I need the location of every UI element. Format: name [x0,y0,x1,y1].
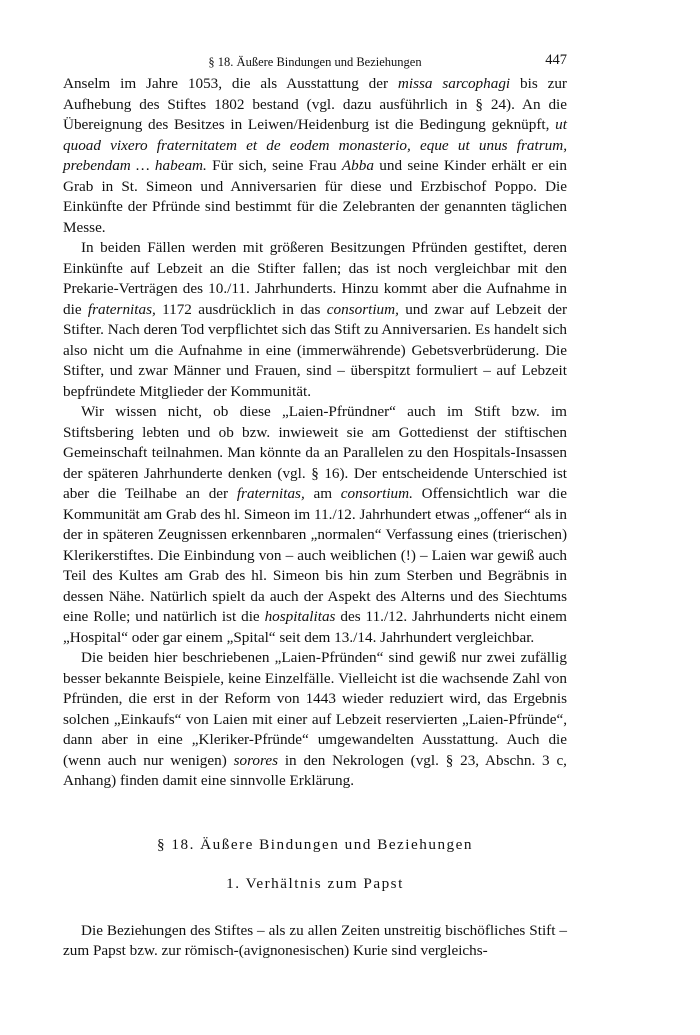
latin-term: consortium. [340,485,413,502]
text-run: des 11./12. Jahrhunderts nicht einem „Hospital“ oder gar einem „Spital“ seit dem 13./14. Jahrhundert vergleichbar. [63,608,567,646]
paragraph-5: Die Beziehungen des Stiftes – als zu allen Zeiten unstreitig bischöfliches Stift – zum Papst bzw. zur römisch-(avignonesischen) Kurie sind vergleichs- [63,921,567,959]
book-page [63,50,567,962]
latin-term: sorores [233,751,279,769]
latin-term: fraternitas, [236,485,305,502]
subsection-heading: 1. Verhältnis zum Papst [226,875,404,892]
body-text-continued [63,921,567,962]
paragraph-1 [63,74,567,238]
person-name: Abba [341,157,374,174]
section-heading: § 18. Äußere Bindungen und Beziehungen [157,835,473,853]
body-text [63,74,567,792]
text-run: in den Nekrologen (vgl. § 23, Abschn. 3 c, Anhang) finden damit eine sinnvolle Erklärung. [63,751,567,789]
text-run: am [304,485,341,502]
page-number: 447 [545,52,567,68]
latin-term: consortium, [326,300,399,318]
text-run: Offensichtlich war die Kommunität am Grab des hl. Simeon im 11./12. Jahrhundert etwas „offener“ als in der in späteren Zeugnissen erkennbaren „normalen“ Verfassung eines (trierischen) Klerikerstiftes. Die Einbindung von – auch weiblichen (!) – Laien war gewiß auch Teil des Kultes am Grab des hl. Simeon bis hin zum Sterben und Begräbnis in dessen Nähe. Natürlich spielt da auch der Aspekt des Alterns und des Siechtums eine Rolle; und natürlich ist die [63,485,567,625]
running-head [63,50,567,72]
latin-term: fraternitas, [87,300,156,318]
text-run: 1172 ausdrücklich in das [155,300,327,318]
text-run: und seine Kinder erhält er ein Grab in St. Simeon und Anniversarien für diese und Erzbischof Poppo. Die Einkünfte der Pfründe sind bestimmt für die Zelebranten der genannten täglichen Messe. [63,157,567,236]
text-run: Wir wissen nicht, ob diese „Laien-Pfründner“ auch im Stift bzw. im Stiftsbering lebten und ob bzw. inwieweit sie am Gottedienst der stiftischen Gemeinschaft teilnahmen. Man könnte da an Parallelen zu den Hospitals-Insassen der späteren Jahrhunderte denken (vgl. § 16). Der entscheidende Unterschied ist aber die Teilhabe an der [63,403,567,502]
text-run: Für sich, seine Frau [206,157,342,174]
paragraph-4 [63,648,567,792]
text-run: bis zur Aufhebung des Stiftes 1802 bestand (vgl. dazu ausführlich in § 24). An die Übereignung des Besitzes in Leiwen/Heidenburg ist die Bedingung geknüpft, [63,75,567,133]
latin-quote: ut quoad vixero fraternitatem et de eodem monasterio, eque ut unus fratrum, prebendam … habeam. [63,116,567,174]
text-run: In beiden Fällen werden mit größeren Besitzungen Pfründen gestiftet, deren Einkünfte auf Lebzeit an die Stifter fallen; das ist noch vergleichbar mit den Prekarie-Verträgen des 10./11. Jahrhunderts. Hinzu kommt aber die Aufnahme in die [63,239,567,318]
text-run: Die beiden hier beschriebenen „Laien-Pfründen“ sind gewiß nur zwei zufällig besser bekannte Beispiele, keine Einzelfälle. Vielleicht ist die wachsende Zahl von Pfründen, die erst in der Reform von 1443 wieder reduziert wird, das Ergebnis solchen „Einkaufs“ von Laien mit einer auf Lebzeit reservierten „Laien-Pfründe“, dann aber in eine „Kleriker-Pfründe“ umgewandelten Ausstattung. Auch die (wenn auch nur wenigen) [63,649,567,769]
latin-term: hospitalitas [264,608,336,625]
running-head-title: § 18. Äußere Bindungen und Beziehungen [208,55,422,69]
latin-term: missa sarcophagi [397,75,511,92]
paragraph-3 [63,402,567,648]
text-run: Anselm im Jahre 1053, die als Ausstattung der [63,75,398,92]
text-run: und zwar auf Lebzeit der Stifter. Nach deren Tod verpflichtet sich das Stift zu Anniversarien. Es handelt sich also nicht um die Aufnahme in eine (immerwährende) Gebetsverbrüderung. Die Stifter, und zwar Männer und Frauen, sind – überspitzt formuliert – auf Lebzeit bepfründete Mitglieder der Kommunität. [63,300,568,400]
paragraph-2 [63,238,567,402]
